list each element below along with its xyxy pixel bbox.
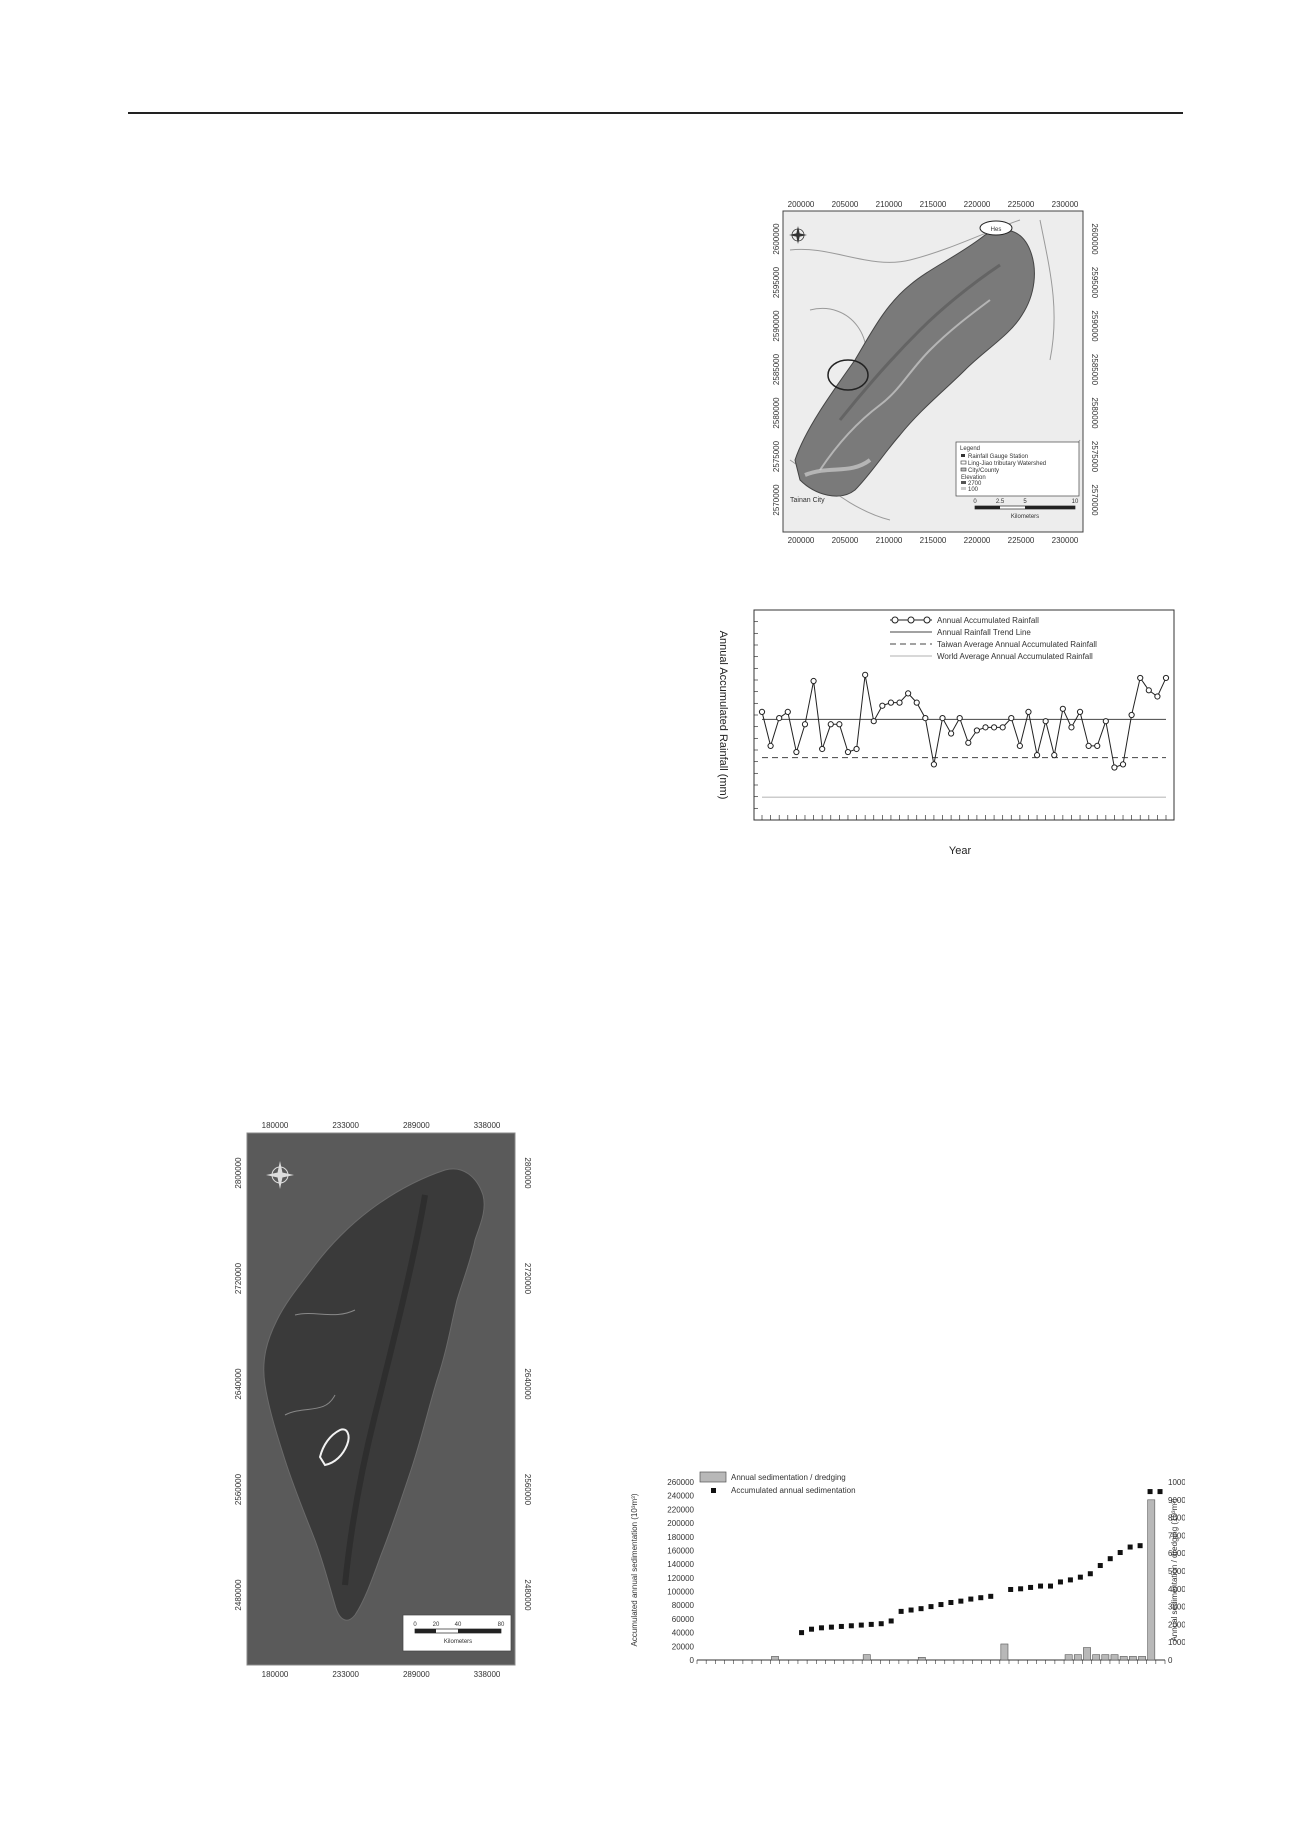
tw-scale-3: 80 bbox=[497, 1622, 505, 1628]
sed-accumulated-point bbox=[1008, 1587, 1013, 1592]
sed-y-tick-left: 80000 bbox=[671, 1601, 694, 1611]
tw-x-tick-top: 338000 bbox=[473, 1121, 501, 1130]
map-x-tick-top: 230000 bbox=[1051, 200, 1079, 209]
rainfall-data-point bbox=[1138, 675, 1143, 680]
rainfall-data-point bbox=[794, 749, 799, 754]
rainfall-data-point bbox=[949, 731, 954, 736]
rainfall-data-point bbox=[957, 715, 962, 720]
map-x-tick-bottom: 205000 bbox=[831, 536, 859, 545]
rainfall-data-point bbox=[1034, 753, 1039, 758]
rainfall-data-point bbox=[1026, 709, 1031, 714]
sed-accumulated-point bbox=[978, 1595, 983, 1600]
map-x-tick-bottom: 220000 bbox=[963, 536, 991, 545]
sed-accumulated-point bbox=[819, 1625, 824, 1630]
tw-scale-2: 40 bbox=[454, 1622, 462, 1628]
sed-y-right-label: Annual sedimentation / dredging (10³m³) bbox=[1170, 1498, 1179, 1642]
map-y-tick-right: 2585000 bbox=[1090, 353, 1099, 386]
sed-y-tick-right: 6000 bbox=[1168, 1549, 1185, 1559]
rainfall-data-point bbox=[1043, 719, 1048, 724]
map-y-tick-right: 2595000 bbox=[1090, 266, 1099, 299]
legend-annual: Annual Accumulated Rainfall bbox=[937, 616, 1039, 625]
sed-annual-bar bbox=[918, 1657, 925, 1660]
scale-1: 2.5 bbox=[995, 499, 1005, 505]
sed-annual-bar bbox=[1093, 1655, 1100, 1660]
rainfall-chart-svg bbox=[700, 598, 1180, 868]
legend-item-watershed: Ling-Jiao tributary Watershed bbox=[968, 461, 1047, 467]
map-legend bbox=[956, 442, 1079, 496]
map-x-tick-bottom: 200000 bbox=[787, 536, 815, 545]
sed-annual-bar bbox=[1148, 1500, 1155, 1660]
sed-y-tick-left: 40000 bbox=[671, 1628, 694, 1638]
rainfall-data-point bbox=[983, 725, 988, 730]
rainfall-data-point bbox=[863, 672, 868, 677]
sed-accumulated-point bbox=[869, 1622, 874, 1627]
rainfall-data-point bbox=[820, 746, 825, 751]
sed-y-left-label: Accumulated annual sedimentation (10³m³) bbox=[630, 1493, 639, 1647]
taiwan-scale-bar bbox=[403, 1615, 511, 1651]
tw-x-tick-bottom: 180000 bbox=[261, 1670, 289, 1679]
sed-accumulated-point bbox=[929, 1604, 934, 1609]
sed-accumulated-point bbox=[1158, 1489, 1163, 1494]
legend-item-gauge: Rainfall Gauge Station bbox=[968, 454, 1029, 460]
sed-accumulated-point bbox=[879, 1621, 884, 1626]
tw-x-tick-top: 233000 bbox=[332, 1121, 360, 1130]
sed-accumulated-point bbox=[1078, 1575, 1083, 1580]
map-x-tick-top: 225000 bbox=[1007, 200, 1035, 209]
map-y-tick-right: 2570000 bbox=[1090, 484, 1099, 516]
sed-annual-bar bbox=[1111, 1655, 1118, 1660]
sed-annual-bar bbox=[863, 1655, 870, 1660]
rainfall-data-point bbox=[991, 725, 996, 730]
sed-y-tick-left: 260000 bbox=[667, 1478, 694, 1487]
legend-trend: Annual Rainfall Trend Line bbox=[937, 628, 1031, 637]
tw-y-tick-right: 2640000 bbox=[523, 1368, 532, 1400]
rainfall-data-point bbox=[1086, 743, 1091, 748]
rainfall-data-point bbox=[931, 762, 936, 767]
tw-y-tick-right: 2480000 bbox=[523, 1579, 532, 1611]
rainfall-data-point bbox=[906, 691, 911, 696]
rainfall-data-point bbox=[966, 740, 971, 745]
tw-scale-1: 20 bbox=[432, 1622, 440, 1628]
sed-y-tick-right: 8000 bbox=[1168, 1513, 1185, 1523]
sed-y-tick-right: 3000 bbox=[1168, 1602, 1185, 1612]
rainfall-data-point bbox=[1103, 719, 1108, 724]
sed-y-tick-left: 20000 bbox=[671, 1642, 694, 1652]
legend-item-low: 100 bbox=[968, 487, 979, 493]
map-x-tick-top: 200000 bbox=[787, 200, 815, 209]
sed-y-tick-right: 4000 bbox=[1168, 1584, 1185, 1594]
watershed-map-svg bbox=[760, 190, 1100, 556]
rainfall-data-point bbox=[871, 719, 876, 724]
sed-accumulated-point bbox=[988, 1594, 993, 1599]
sed-accumulated-point bbox=[1018, 1586, 1023, 1591]
sed-y-tick-right: 5000 bbox=[1168, 1567, 1185, 1576]
sed-y-tick-left: 160000 bbox=[667, 1546, 694, 1556]
sed-y-tick-right: 1000 bbox=[1168, 1478, 1185, 1487]
rainfall-data-point bbox=[1017, 743, 1022, 748]
taiwan-map-svg bbox=[225, 1115, 545, 1683]
map-y-tick-left: 2595000 bbox=[772, 266, 781, 299]
sed-accumulated-point bbox=[799, 1630, 804, 1635]
sed-accumulated-point bbox=[1118, 1550, 1123, 1555]
sed-accumulated-point bbox=[1088, 1571, 1093, 1576]
map-x-tick-bottom: 210000 bbox=[875, 536, 903, 545]
scale-unit: Kilometers bbox=[1010, 514, 1040, 520]
sed-accumulated-point bbox=[938, 1602, 943, 1607]
sed-accumulated-point bbox=[1108, 1556, 1113, 1561]
sed-annual-bar bbox=[1065, 1655, 1072, 1660]
tw-y-tick-left: 2640000 bbox=[234, 1368, 243, 1400]
sed-accumulated-point bbox=[889, 1618, 894, 1623]
rainfall-data-point bbox=[1129, 712, 1134, 717]
sed-y-tick-right: 7000 bbox=[1168, 1531, 1185, 1541]
rainfall-data-point bbox=[888, 700, 893, 705]
tw-x-tick-bottom: 338000 bbox=[473, 1670, 501, 1679]
rainfall-data-point bbox=[1155, 694, 1160, 699]
sed-y-tick-left: 60000 bbox=[671, 1614, 694, 1624]
sed-accumulated-point bbox=[829, 1625, 834, 1630]
map-y-tick-right: 2575000 bbox=[1090, 440, 1099, 473]
tw-y-tick-left: 2800000 bbox=[234, 1157, 243, 1189]
sed-accumulated-point bbox=[1098, 1563, 1103, 1568]
map-x-tick-top: 205000 bbox=[831, 200, 859, 209]
sed-accumulated-point bbox=[899, 1609, 904, 1614]
rainfall-chart-figure bbox=[700, 598, 1180, 868]
sed-y-tick-left: 180000 bbox=[667, 1532, 694, 1542]
rainfall-data-point bbox=[1146, 688, 1151, 693]
rainfall-data-point bbox=[1052, 753, 1057, 758]
legend-item-high: 2700 bbox=[968, 481, 982, 487]
rainfall-data-point bbox=[974, 728, 979, 733]
rainfall-data-point bbox=[923, 715, 928, 720]
rainfall-data-point bbox=[1112, 765, 1117, 770]
sed-accumulated-point bbox=[839, 1624, 844, 1629]
sed-accumulated-point bbox=[859, 1623, 864, 1628]
sed-annual-bar bbox=[1102, 1655, 1109, 1660]
tw-y-tick-right: 2800000 bbox=[523, 1157, 532, 1189]
sed-accumulated-point bbox=[849, 1623, 854, 1628]
legend-item-city: City/County bbox=[968, 468, 1000, 474]
sed-accumulated-point bbox=[919, 1606, 924, 1611]
map-x-tick-bottom: 225000 bbox=[1007, 536, 1035, 545]
sedimentation-legend bbox=[700, 1472, 856, 1495]
sed-y-tick-right: 1000 bbox=[1168, 1638, 1185, 1648]
legend-annual-sed: Annual sedimentation / dredging bbox=[731, 1473, 846, 1482]
sed-accumulated-point bbox=[909, 1608, 914, 1613]
rainfall-data-point bbox=[759, 709, 764, 714]
rainfall-data-point bbox=[1060, 706, 1065, 711]
stamp-label: Hes bbox=[990, 227, 1002, 233]
tw-x-tick-top: 289000 bbox=[402, 1121, 430, 1130]
sed-accumulated-point bbox=[958, 1599, 963, 1604]
sed-y-tick-right: 2000 bbox=[1168, 1620, 1185, 1630]
sed-accumulated-point bbox=[1038, 1584, 1043, 1589]
tw-y-tick-left: 2560000 bbox=[234, 1473, 243, 1506]
sed-annual-bar bbox=[1120, 1656, 1127, 1660]
sed-y-tick-right: 9000 bbox=[1168, 1495, 1185, 1505]
rainfall-data-point bbox=[1120, 762, 1125, 767]
tw-scale-0: 0 bbox=[413, 1622, 417, 1628]
map-y-tick-left: 2580000 bbox=[772, 397, 781, 429]
sed-annual-bar bbox=[1083, 1648, 1090, 1660]
map-y-tick-right: 2590000 bbox=[1090, 310, 1099, 342]
sed-y-tick-left: 240000 bbox=[667, 1491, 694, 1501]
map-y-tick-right: 2580000 bbox=[1090, 397, 1099, 429]
sed-accumulated-point bbox=[948, 1600, 953, 1605]
sed-annual-bar bbox=[1138, 1656, 1145, 1660]
sed-y-tick-left: 220000 bbox=[667, 1505, 694, 1515]
sed-accumulated-point bbox=[1068, 1577, 1073, 1582]
map-y-tick-left: 2600000 bbox=[772, 223, 781, 255]
sed-y-tick-left: 200000 bbox=[667, 1519, 694, 1529]
rainfall-data-point bbox=[1069, 725, 1074, 730]
legend-title: Legend bbox=[960, 446, 981, 452]
sed-annual-bar bbox=[1074, 1655, 1081, 1660]
sed-accumulated-point bbox=[1138, 1543, 1143, 1548]
sed-y-tick-left: 140000 bbox=[667, 1560, 694, 1570]
sed-annual-bar bbox=[1129, 1656, 1136, 1660]
map-y-tick-left: 2585000 bbox=[772, 353, 781, 386]
map-x-tick-top: 210000 bbox=[875, 200, 903, 209]
tw-y-tick-left: 2720000 bbox=[234, 1262, 243, 1295]
tw-x-tick-bottom: 289000 bbox=[402, 1670, 430, 1679]
rainfall-data-point bbox=[1163, 675, 1168, 680]
taiwan-map-figure bbox=[225, 1115, 545, 1683]
sed-accumulated-point bbox=[1048, 1584, 1053, 1589]
tw-x-tick-top: 180000 bbox=[261, 1121, 289, 1130]
rainfall-data-point bbox=[854, 746, 859, 751]
rainfall-data-point bbox=[940, 715, 945, 720]
sed-accumulated-point bbox=[1028, 1585, 1033, 1590]
rainfall-data-point bbox=[1095, 743, 1100, 748]
rainfall-data-point bbox=[1009, 715, 1014, 720]
rainfall-data-point bbox=[845, 749, 850, 754]
map-y-tick-left: 2575000 bbox=[772, 440, 781, 473]
city-label: Tainan City bbox=[790, 497, 825, 504]
map-y-tick-right: 2600000 bbox=[1090, 223, 1099, 255]
tw-x-tick-bottom: 233000 bbox=[332, 1670, 360, 1679]
rainfall-data-point bbox=[768, 743, 773, 748]
sed-accumulated-point bbox=[1058, 1579, 1063, 1584]
tw-y-tick-left: 2480000 bbox=[234, 1579, 243, 1611]
scale-3: 10 bbox=[1071, 499, 1079, 505]
sed-y-tick-right: 0 bbox=[1168, 1656, 1173, 1665]
sed-y-tick-left: 120000 bbox=[667, 1573, 694, 1583]
sed-accumulated-point bbox=[1148, 1489, 1153, 1494]
scale-2: 5 bbox=[1023, 499, 1027, 505]
sedimentation-chart-figure bbox=[625, 1460, 1185, 1700]
rainfall-data-point bbox=[1000, 725, 1005, 730]
sedimentation-chart-svg bbox=[625, 1460, 1185, 1700]
map-x-tick-top: 220000 bbox=[963, 200, 991, 209]
header-rule bbox=[128, 112, 1183, 114]
sed-y-tick-left: 0 bbox=[689, 1656, 694, 1665]
tw-y-tick-right: 2560000 bbox=[523, 1473, 532, 1506]
rainfall-data-point bbox=[1077, 709, 1082, 714]
map-x-tick-bottom: 230000 bbox=[1051, 536, 1079, 545]
rainfall-y-axis-label: Annual Accumulated Rainfall (mm) bbox=[717, 630, 729, 800]
map-x-tick-bottom: 215000 bbox=[919, 536, 947, 545]
rainfall-data-point bbox=[880, 703, 885, 708]
rainfall-data-point bbox=[897, 700, 902, 705]
rainfall-data-point bbox=[802, 722, 807, 727]
sed-annual-bar bbox=[1001, 1644, 1008, 1660]
sed-accumulated-point bbox=[809, 1627, 814, 1632]
rainfall-data-point bbox=[785, 709, 790, 714]
watershed-map-figure bbox=[760, 190, 1100, 556]
tw-scale-unit: Kilometers bbox=[443, 1639, 473, 1645]
legend-item-elevation: Elevation bbox=[961, 475, 986, 481]
map-y-tick-left: 2570000 bbox=[772, 484, 781, 516]
legend-world: World Average Annual Accumulated Rainfall bbox=[937, 652, 1093, 661]
rainfall-data-point bbox=[914, 700, 919, 705]
sed-accumulated-point bbox=[968, 1597, 973, 1602]
sed-annual-bar bbox=[771, 1656, 778, 1660]
legend-taiwan: Taiwan Average Annual Accumulated Rainfall bbox=[937, 640, 1097, 649]
scale-0: 0 bbox=[973, 499, 977, 505]
rainfall-data-point bbox=[811, 678, 816, 683]
legend-accum-sed: Accumulated annual sedimentation bbox=[731, 1486, 856, 1495]
rainfall-x-axis-label: Year bbox=[948, 845, 972, 857]
map-y-tick-left: 2590000 bbox=[772, 310, 781, 342]
rainfall-data-point bbox=[837, 722, 842, 727]
sed-accumulated-point bbox=[1128, 1545, 1133, 1550]
rainfall-data-point bbox=[777, 715, 782, 720]
tw-y-tick-right: 2720000 bbox=[523, 1262, 532, 1295]
rainfall-data-point bbox=[828, 722, 833, 727]
map-x-tick-top: 215000 bbox=[919, 200, 947, 209]
sed-y-tick-left: 100000 bbox=[667, 1587, 694, 1597]
